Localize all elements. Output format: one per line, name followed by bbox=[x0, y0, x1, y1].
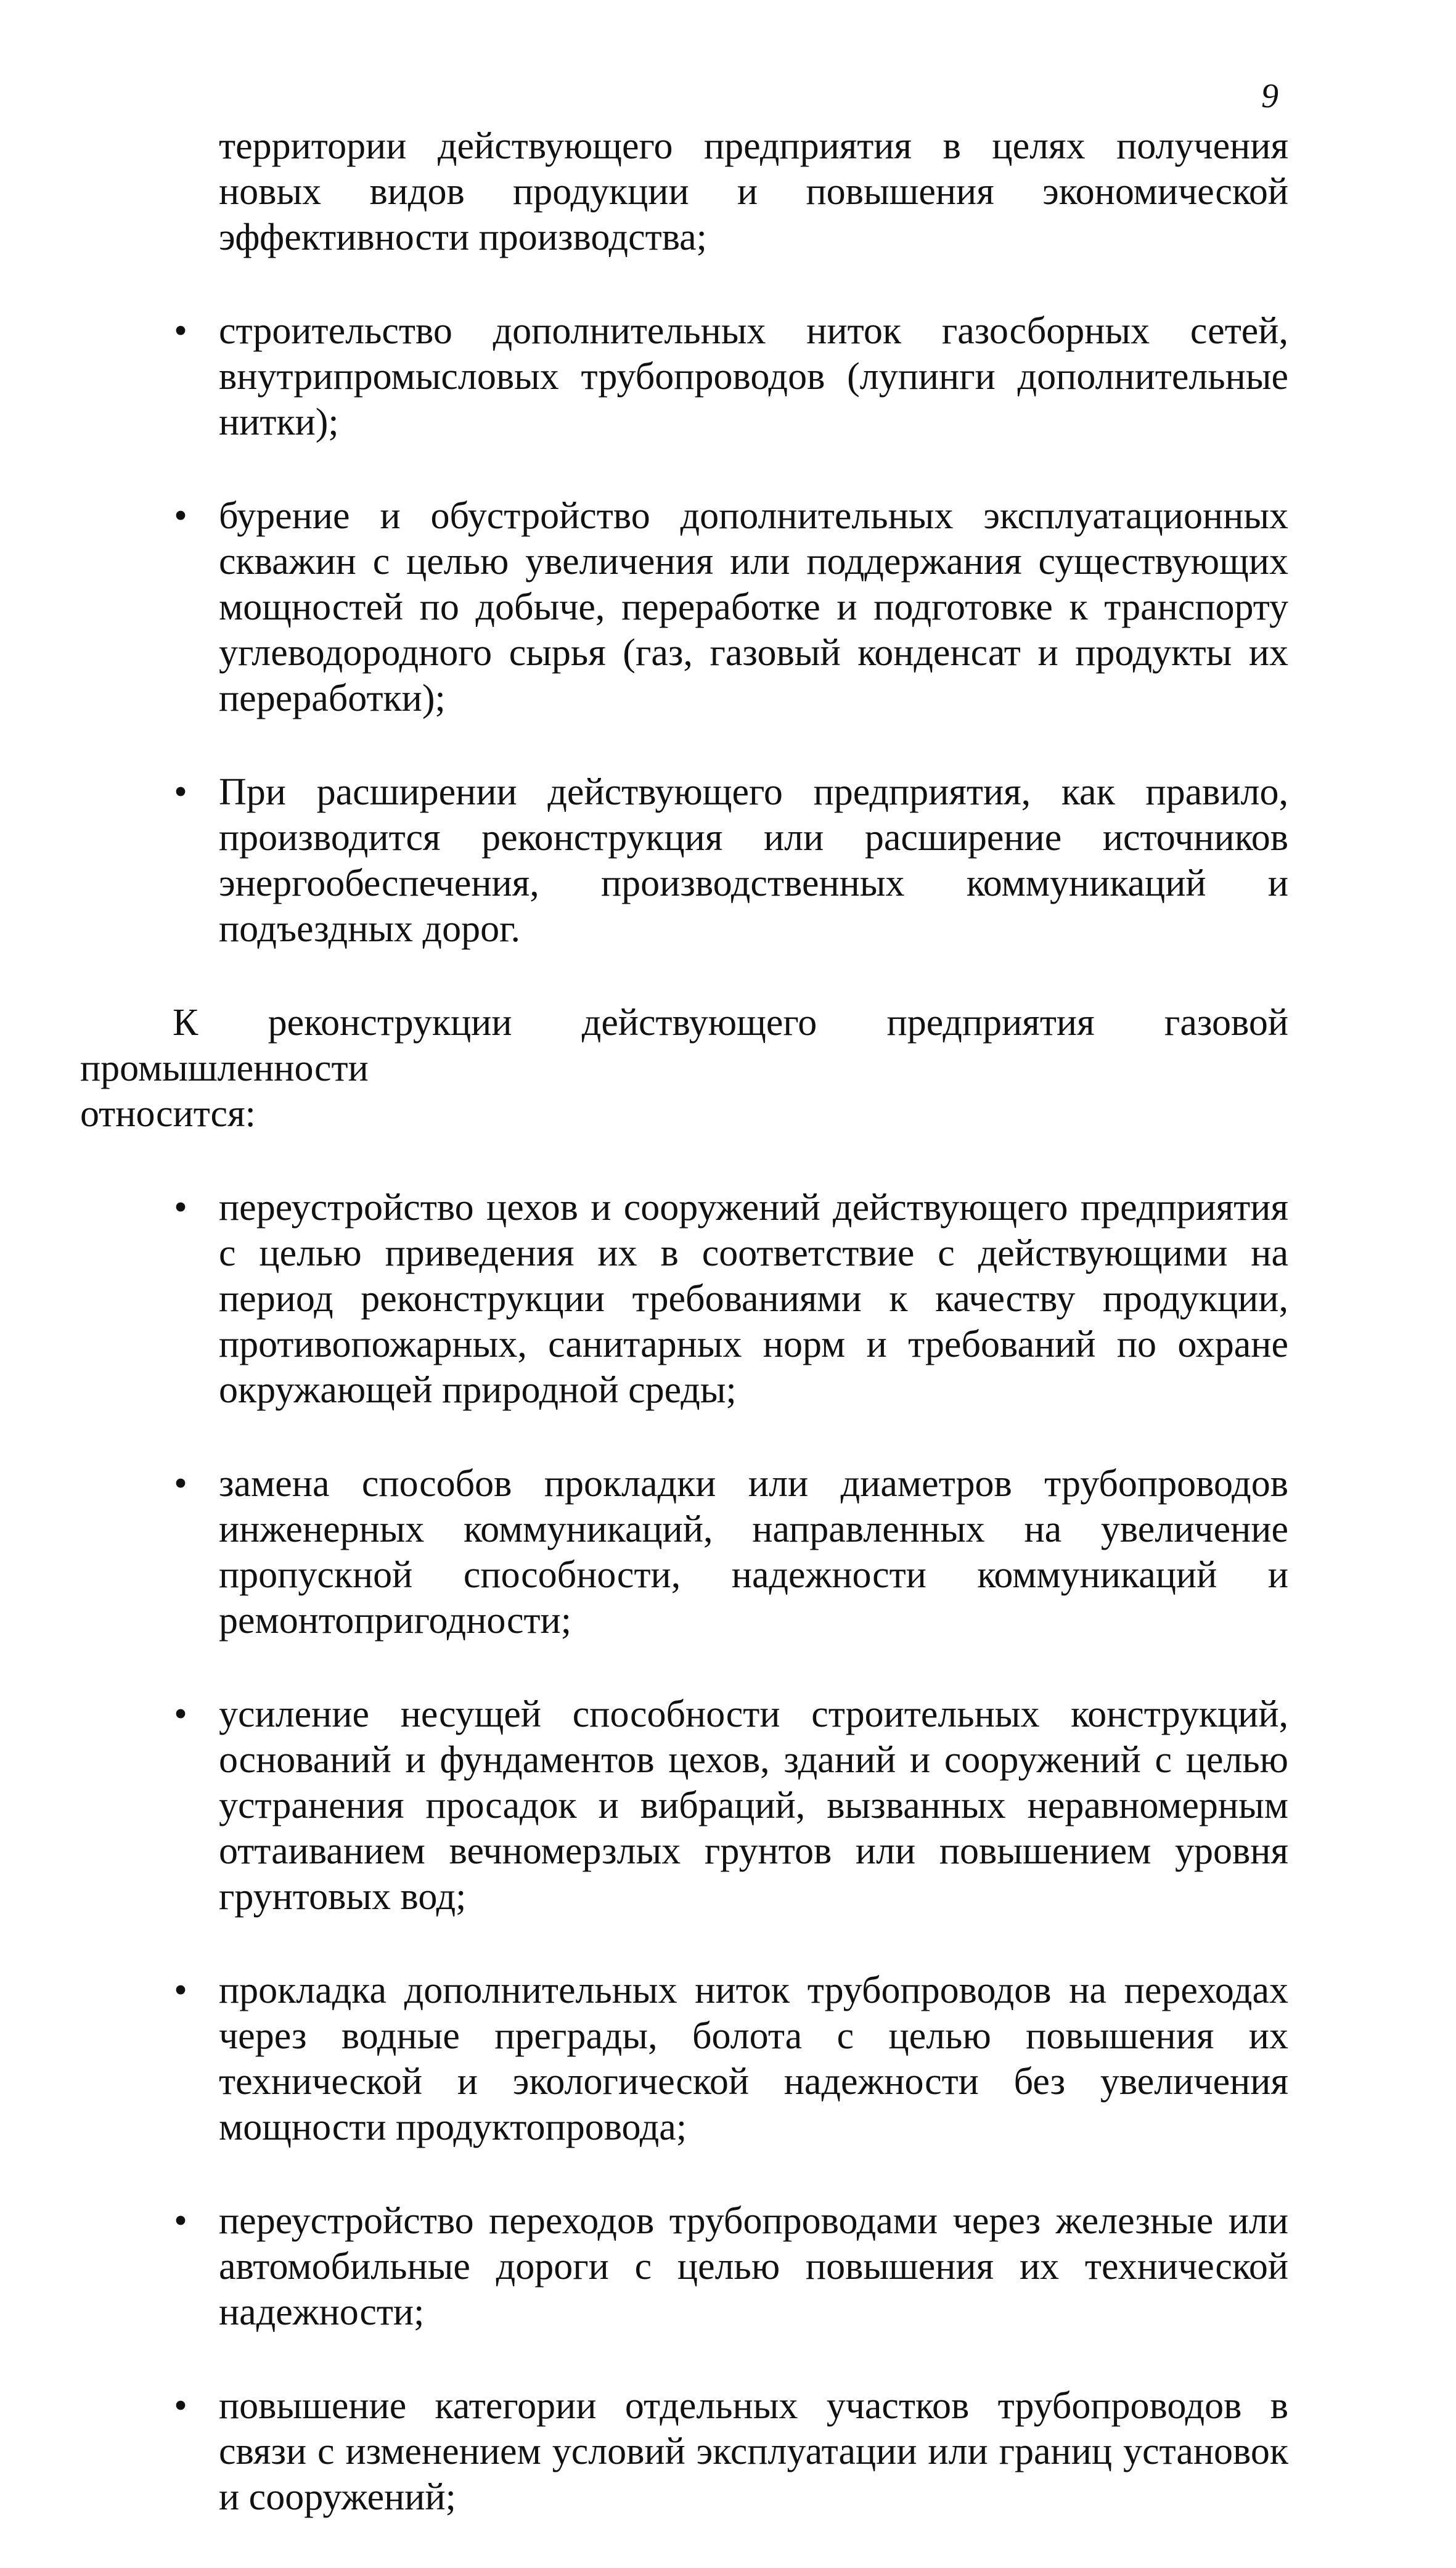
list-item bbox=[174, 1968, 1288, 2150]
list-item-text: повышение категории отдельных участков трубопроводов в связи с изменением условий эксплуатации или границ установок и сооружений; bbox=[219, 2385, 1288, 2518]
list-item-text: замена способов прокладки или диаметров трубопроводов инженерных коммуникаций, направленных на увеличение пропускной способности, надежности коммуникаций и ремонтопригодности; bbox=[219, 1463, 1288, 1642]
list-item-text: строительство дополнительных ниток газосборных сетей, внутрипромысловых трубопроводов (лупинги дополнительные нитки); bbox=[219, 310, 1288, 443]
list-item-text: прокладка дополнительных ниток трубопроводов на переходах через водные преграды, болота с целью повышения их технической и экологической надежности без увеличения мощности продуктопровода; bbox=[219, 1969, 1288, 2148]
bullet-icon: • bbox=[174, 310, 187, 352]
list-item bbox=[174, 1691, 1288, 1920]
list-item bbox=[174, 2198, 1288, 2335]
list-item-text: переустройство цехов и сооружений действующего предприятия с целью приведения их в соответствие с действующими на период реконструкции требованиями к качеству продукции, противопожарных, санитарных норм и требований по охране окружающей природной среды; bbox=[219, 1187, 1288, 1411]
list-item bbox=[174, 1185, 1288, 1413]
bullet-icon: • bbox=[174, 2200, 187, 2242]
list-item bbox=[174, 769, 1288, 952]
reconstruction-paragraph bbox=[80, 1000, 1288, 1137]
list-item-text: усиление несущей способности строительных конструкций, оснований и фундаментов цехов, зданий и сооружений с целью устранения просадок и вибраций, вызванных неравномерным оттаиванием вечномерзлых грунтов или повышением уровня грунтовых вод; bbox=[219, 1693, 1288, 1918]
bullet-icon: • bbox=[174, 495, 187, 537]
list-item bbox=[174, 493, 1288, 721]
paragraph-line-1: К реконструкции действующего предприятия газовой промышленности bbox=[80, 1002, 1288, 1089]
bullet-icon: • bbox=[174, 1969, 187, 2011]
list-item bbox=[174, 2383, 1288, 2520]
list-item-text: бурение и обустройство дополнительных эксплуатационных скважин с целью увеличения или поддержания существующих мощностей по добыче, переработке и подготовке к транспорту углеводородного сырья (газ, газовый конденсат и продукты их переработки); bbox=[219, 495, 1288, 719]
list-item bbox=[174, 1461, 1288, 1643]
list-item bbox=[174, 308, 1288, 445]
bullet-icon: • bbox=[174, 1187, 187, 1229]
bullet-icon: • bbox=[174, 1693, 187, 1735]
paragraph-line-2: относится: bbox=[80, 1093, 256, 1135]
page-number: 9 bbox=[1261, 77, 1278, 115]
bullet-icon: • bbox=[174, 771, 187, 813]
list-item-text: При расширении действующего предприятия, как правило, производится реконструкция или расширение источников энергообеспечения, производственных коммуникаций и подъездных дорог. bbox=[219, 771, 1288, 950]
continuation-text: территории действующего предприятия в целях получения новых видов продукции и повышения экономической эффективности производства; bbox=[219, 125, 1288, 258]
page-body bbox=[80, 123, 1288, 2568]
list-item-text: переустройство переходов трубопроводами через железные или автомобильные дороги с целью повышения их технической надежности; bbox=[219, 2200, 1288, 2333]
bullet-icon: • bbox=[174, 2385, 187, 2427]
bullet-icon: • bbox=[174, 1463, 187, 1505]
